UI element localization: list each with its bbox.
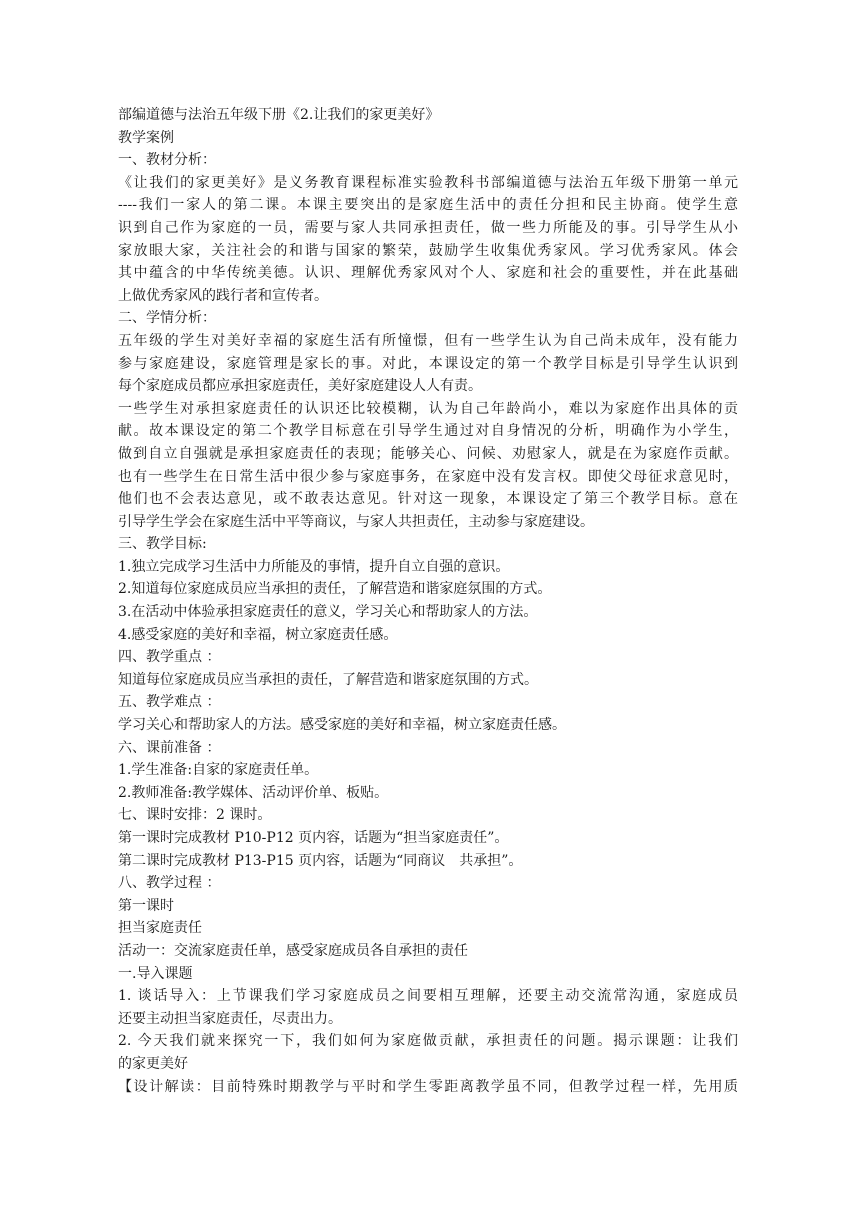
text-line: 的家更美好 bbox=[118, 1055, 188, 1072]
text-line: 活动一：交流家庭责任单，感受家庭成员各自承担的责任 bbox=[118, 942, 468, 959]
text-line: 引导学生学会在家庭生活中平等商议，与家人共担责任，主动参与家庭建设。 bbox=[118, 513, 594, 530]
text-line: 也有一些学生在日常生活中很少参与家庭事务，在家庭中没有发言权。即使父母征求意见时， bbox=[118, 468, 738, 485]
text-line: 学习关心和帮助家人的方法。感受家庭的美好和幸福，树立家庭责任感。 bbox=[118, 717, 566, 734]
text-line: 其中蕴含的中华传统美德。认识、理解优秀家风对个人、家庭和社会的重要性，并在此基础 bbox=[118, 265, 738, 282]
text-line: 四、教学重点 ： bbox=[118, 649, 221, 666]
text-line: 4.感受家庭的美好和幸福，树立家庭责任感。 bbox=[118, 626, 398, 643]
text-line: 他们也不会表达意见，或不敢表达意见。针对这一现象，本课设定了第三个教学目标。意在 bbox=[118, 491, 738, 508]
text-line: 八、教学过程 ： bbox=[118, 875, 221, 892]
text-line: ----我们一家人的第二课。本课主要突出的是家庭生活中的责任分担和民主协商。使学生意 bbox=[118, 197, 738, 214]
text-line: 部编道德与法治五年级下册《2.让我们的家更美好》 bbox=[118, 107, 440, 123]
text-line: 二、学情分析： bbox=[118, 310, 216, 327]
text-line: 七、课时安排：2 课时。 bbox=[118, 807, 272, 824]
text-line: 识到自己作为家庭的一员，需要与家人共同承担责任，做一些力所能及的事。引导学生从小 bbox=[118, 219, 738, 236]
text-line: 做到自立自强就是承担家庭责任的表现；能够关心、问候、劝慰家人，就是在为家庭作贡献。 bbox=[118, 445, 738, 462]
text-line: 第一课时完成教材 P10-P12 页内容，话题为“担当家庭责任”。 bbox=[118, 830, 509, 846]
document-page bbox=[118, 104, 738, 1098]
text-line: 【设计解读：目前特殊时期教学与平时和学生零距离教学虽不同，但教学过程一样，先用质 bbox=[118, 1078, 738, 1095]
text-line: 献。故本课设定的第二个教学目标意在引导学生通过对自身情况的分析，明确作为小学生， bbox=[118, 423, 738, 440]
text-line: 第二课时完成教材 P13-P15 页内容，话题为“同商议 共承担”。 bbox=[118, 852, 523, 869]
text-line: 3.在活动中体验承担家庭责任的意义，学习关心和帮助家人的方法。 bbox=[118, 604, 538, 621]
text-line: 每个家庭成员都应承担家庭责任，美好家庭建设人人有责。 bbox=[118, 378, 482, 395]
text-line: 一些学生对承担家庭责任的认识还比较模糊，认为自己年龄尚小，难以为家庭作出具体的贡 bbox=[118, 400, 738, 417]
text-line: 2.教师准备:教学媒体、活动评价单、板贴。 bbox=[118, 784, 389, 801]
text-line: 五年级的学生对美好幸福的家庭生活有所憧憬，但有一些学生认为自己尚未成年，没有能力 bbox=[118, 332, 738, 349]
text-line: 1.独立完成学习生活中力所能及的事情，提升自立自强的意识。 bbox=[118, 558, 510, 575]
text-line: 1. 谈话导入：上节课我们学习家庭成员之间要相互理解，还要主动交流常沟通，家庭成员 bbox=[118, 988, 738, 1005]
text-line: 1.学生准备:自家的家庭责任单。 bbox=[118, 762, 319, 779]
text-line: 第一课时 bbox=[118, 897, 174, 914]
text-line: 担当家庭责任 bbox=[118, 920, 202, 937]
text-line: 还要主动担当家庭责任，尽责出力。 bbox=[118, 1010, 342, 1027]
text-line: 知道每位家庭成员应当承担的责任，了解营造和谐家庭氛围的方式。 bbox=[118, 671, 538, 688]
text-line: 家放眼大家，关注社会的和谐与国家的繁荣，鼓励学生收集优秀家风。学习优秀家风。体会 bbox=[118, 242, 738, 259]
text-line: 三、教学目标: bbox=[118, 536, 207, 553]
text-line: 六、课前准备 ： bbox=[118, 739, 221, 756]
text-line: 一.导入课题 bbox=[118, 965, 193, 982]
text-line: 参与家庭建设，家庭管理是家长的事。对此，本课设定的第一个教学目标是引导学生认识到 bbox=[118, 355, 738, 372]
text-line: 五、教学难点 ： bbox=[118, 694, 221, 711]
text-line: 《让我们的家更美好》是义务教育课程标准实验教科书部编道德与法治五年级下册第一单元 bbox=[118, 174, 738, 191]
text-line: 教学案例 bbox=[118, 129, 174, 146]
text-line: 一、教材分析： bbox=[118, 152, 216, 169]
text-line: 2. 今天我们就来探究一下，我们如何为家庭做贡献，承担责任的问题。揭示课题：让我们 bbox=[118, 1033, 738, 1050]
text-line: 2.知道每位家庭成员应当承担的责任，了解营造和谐家庭氛围的方式。 bbox=[118, 581, 552, 598]
text-line: 上做优秀家风的践行者和宣传者。 bbox=[118, 287, 328, 304]
